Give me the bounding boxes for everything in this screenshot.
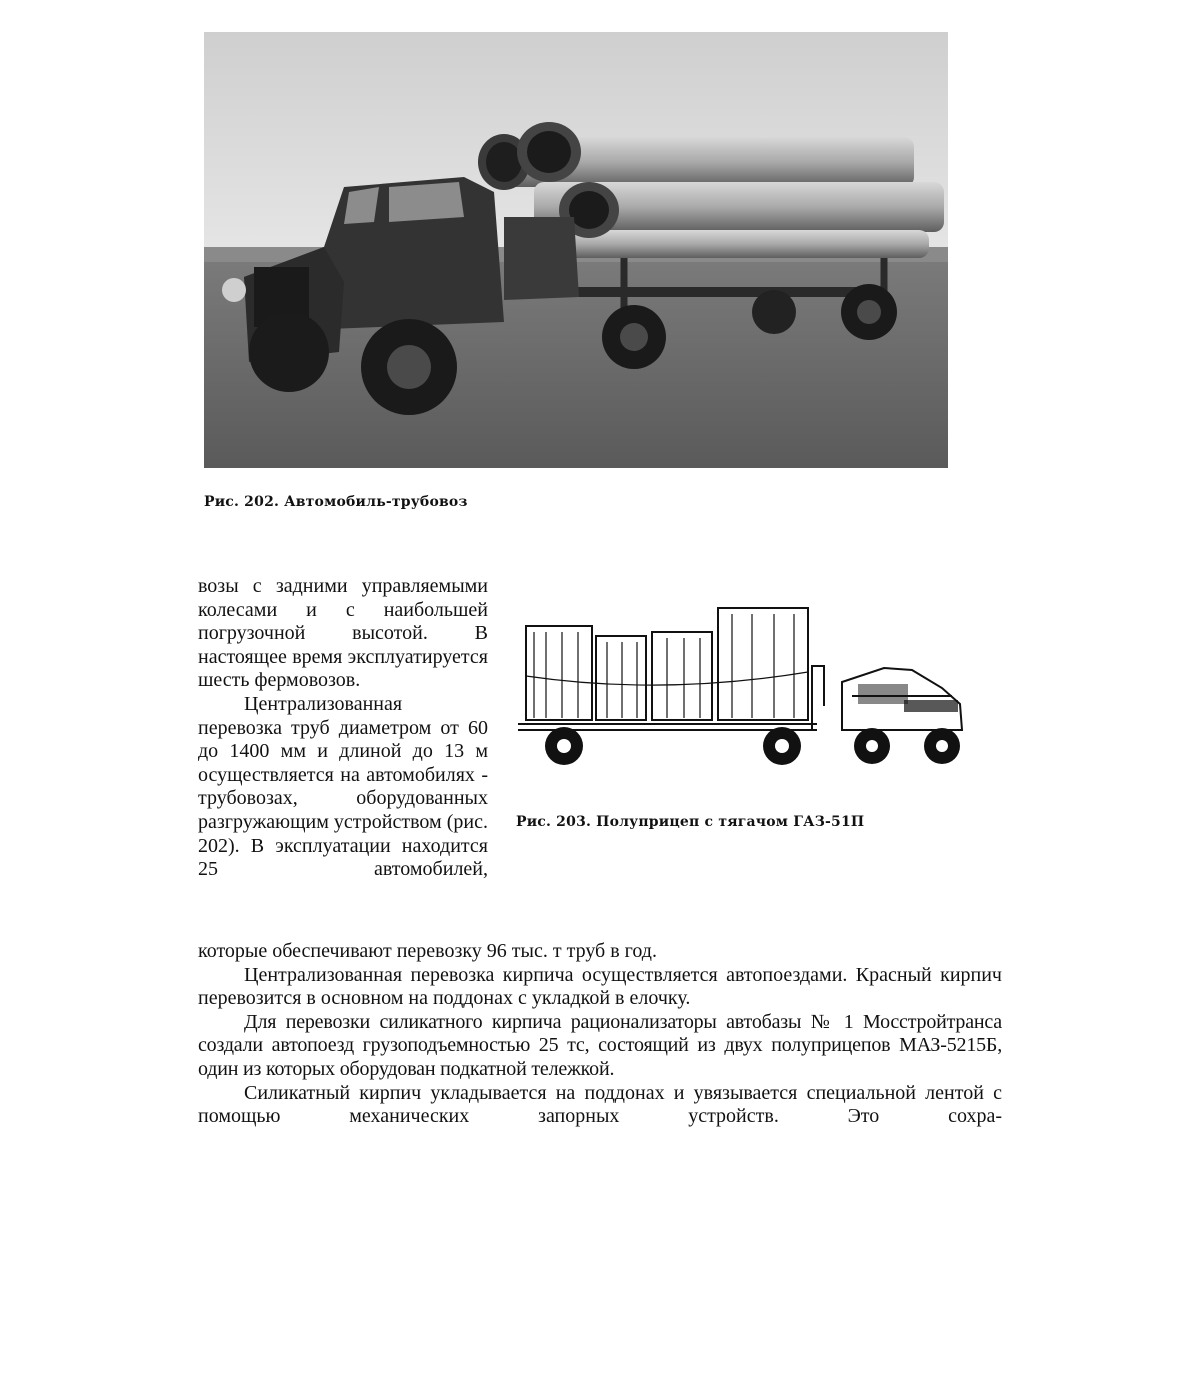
figure-203-caption: Рис. 203. Полуприцеп с тягачом ГАЗ-51П — [516, 814, 865, 830]
paragraph-packing: Силикатный кирпич укладывается на поддонах и увязывается специальной лентой с помощью механических запорных устройств. Это сохра- — [198, 1081, 1002, 1128]
figure-202-caption: Рис. 202. Автомобиль-трубовоз — [204, 494, 468, 510]
paragraph-silicate: Для перевозки силикатного кирпича рационализаторы автобазы № 1 Мосстройтранса создали автопоезд грузоподъемностью 25 тс, состоящий из двух полуприцепов МАЗ-5215Б, один из которых оборудован подкатной тележкой. — [198, 1010, 1002, 1080]
paragraph-fermovoz: возы с задними управляемыми колесами и с наибольшей погрузочной высотой. В настоящее время эксплуатируется шесть фермовозов. — [198, 575, 488, 692]
paragraph-pipes-end: которые обеспечивают перевозку 96 тыс. т труб в год. — [198, 940, 657, 962]
semitrailer-drawing — [512, 596, 992, 780]
paragraph-pipes: Централизованная перевозка труб диаметром от 60 до 1400 мм и длиной до 13 м осуществляется на автомобилях - трубовозах, оборудованных разгружающим устройством (рис. 202). В эксплуатации находится 25 автомобилей, — [198, 692, 488, 881]
truck-photo — [204, 32, 948, 468]
paragraph-brick: Централизованная перевозка кирпича осуществляется автопоездами. Красный кирпич перевозится в основном на поддонах с укладкой в елочку. — [198, 963, 1002, 1010]
narrow-column-text — [198, 575, 488, 882]
full-width-text — [198, 940, 1002, 1129]
